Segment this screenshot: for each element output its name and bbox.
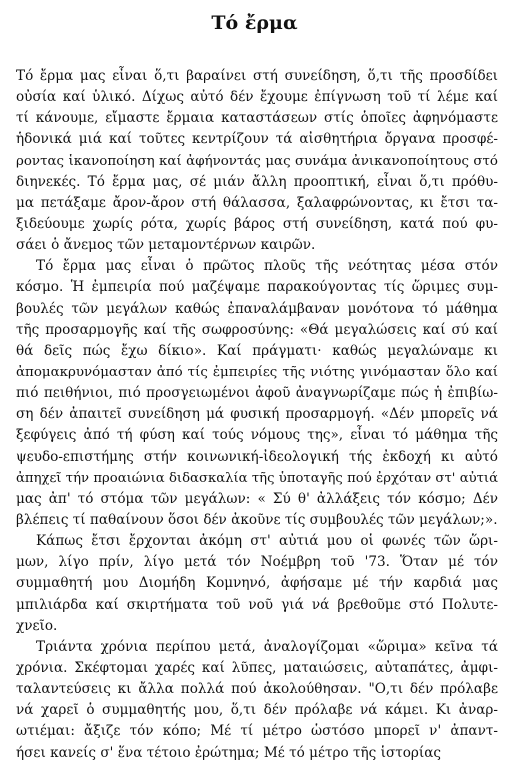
text-line: ταλαντεύσεις κι ἄλλα πολλά πού ἀκολούθησαν. "Ο,τι δέν πρόλαβε	[16, 681, 498, 698]
text-line: Τό ἔρμα μας εἶναι ὅ,τι βαραίνει στή συνείδηση, ὅ,τι τῆς προσδίδει	[16, 68, 498, 84]
text-line: συμμαθητή μου Διομήδη Κομνηνό, ἀφήσαμε μέ τήν καρδιά μας	[16, 575, 498, 592]
text-line: ξιδεύουμε χωρίς ρότα, χωρίς βάρος στή συνείδηση, κατά πού φυ-	[16, 215, 498, 232]
text-line: οὐσία καί ὑλικό. Δίχως αὐτό δέν ἔχουμε ἐπίγνωση τοῦ τί λέμε καί	[16, 89, 498, 106]
text-line: πιό πειθήνιοι, πιό προσγειωμένοι ἀφοῦ ἀναγνωρίζαμε πώς ἡ ἐπιβίω-	[16, 385, 498, 402]
text-line: μα πετάξαμε ἄρον-ἄρον στή θάλασσα, ξαλαφρώνοντας, κι ἔτσι τα-	[16, 194, 498, 211]
text-line: βουλές τῶν μεγάλων καθώς ἐπαναλάμβαναν μονότονα τό μάθημα	[16, 300, 498, 317]
text-line: μας ἀπ' τό στόμα τῶν μεγάλων: « Σύ θ' ἀλλάξεις τόν κόσμο; Δέν	[16, 490, 498, 507]
text-line: ξεφύγεις ἀπό τή φύση καί τούς νόμους της», εἶναι τό μάθημα τῆς	[16, 427, 498, 444]
text-line: Τριάντα χρόνια περίπου μετά, ἀναλογίζομαι «ὥριμα» κεῖνα τά	[36, 638, 498, 655]
body-text	[16, 66, 498, 764]
text-line: διηνεκές. Τό ἔρμα μας, σέ μιάν ἄλλη προοπτική, εἶναι ὅ,τι πρόθυ-	[16, 173, 498, 190]
text-line: ήσει κανείς σ' ἕνα τέτοιο ἐρώτημα; Μέ τό μέτρο τῆς ἱστορίας	[16, 744, 442, 761]
text-line: Τό ἔρμα μας εἶναι ὁ πρῶτος πλοῦς τῆς νεότητας μέσα στόν	[36, 258, 498, 275]
text-line: Κάπως ἔτσι ἔρχονται ἀκόμη στ' αὐτιά μου οἱ φωνές τῶν ὥρι-	[36, 533, 498, 550]
text-line: ροντας ἱκανοποίηση καί ἀφήνοντάς μας συνάμα ἀνικανοποίητους στό	[16, 153, 498, 169]
text-line: νά χαρεῖ ὁ συμμαθητής μου, ὅ,τι δέν πρόλαβε νά κάμει. Κι ἀναρ-	[16, 702, 498, 719]
text-line: μπιλιάρδα καί σκιρτήματα τοῦ νοῦ γιά νά βρεθοῦμε στό Πολυτε-	[16, 596, 498, 613]
text-line: ἡδονικά μιά καί τοῦτες κεντρίζουν τά αἰσθητήρια ὄργανα προσφέ-	[16, 131, 498, 148]
text-line: ἀπηχεῖ τήν προαιώνια διδασκαλία τῆς ὑποταγῆς πού ἐρχόταν στ' αὐτιά	[16, 470, 498, 486]
text-line: ση δέν ἀπαιτεῖ συνείδηση μά φυσική προσαρμογή. «Δέν μπορεῖς νά	[16, 406, 498, 423]
text-line: ωτιέμαι: ἄξιζε τόν κόπο; Μέ τί μέτρο ὡστόσο μπορεῖ ν' ἀπαντ-	[16, 723, 498, 740]
page-title: Τό ἔρμα	[211, 12, 298, 34]
text-line: σάει ὁ ἄνεμος τῶν μεταμοντέρνων καιρῶν.	[16, 237, 316, 254]
text-line: χρόνια. Σκέφτομαι χαρές καί λῦπες, ματαιώσεις, αὐταπάτες, ἀμφι-	[16, 659, 498, 676]
text-line: κόσμο. Ἡ ἐμπειρία πού μαζέψαμε παρακούγοντας τίς ὥριμες συμ-	[16, 279, 498, 296]
text-line: ψευδο-επιστήμης στήν κοινωνική-ἰδεολογική τής ἐκδοχή κι αὐτό	[16, 448, 498, 465]
text-line: θά δεῖς πώς ἔχω δίκιο». Καί πράγματι· καθώς μεγαλώναμε κι	[16, 342, 498, 359]
text-line: βλέπεις τί παθαίνουν ὅσοι δέν ἀκοῦνε τίς συμβουλές τῶν μεγάλων;».	[16, 511, 498, 528]
text-line: χνεῖο.	[16, 617, 58, 634]
text-line: τί κάνουμε, εἴμαστε ἔρμαια καταστάσεων στίς ὁποῖες ἀφηνόμαστε	[16, 110, 498, 127]
text-line: μων, λίγο πρίν, λίγο μετά τόν Νοέμβρη τοῦ '73. Ὅταν μέ τόν	[16, 554, 498, 571]
text-line: τῆς προσαρμογῆς καί τῆς σωφροσύνης: «Θά μεγαλώσεις καί σύ καί	[16, 321, 498, 338]
text-line: ἀπομακρυνόμασταν ἀπό τίς ἐμπειρίες τῆς νιότης γινόμασταν ὅλο καί	[16, 364, 498, 380]
